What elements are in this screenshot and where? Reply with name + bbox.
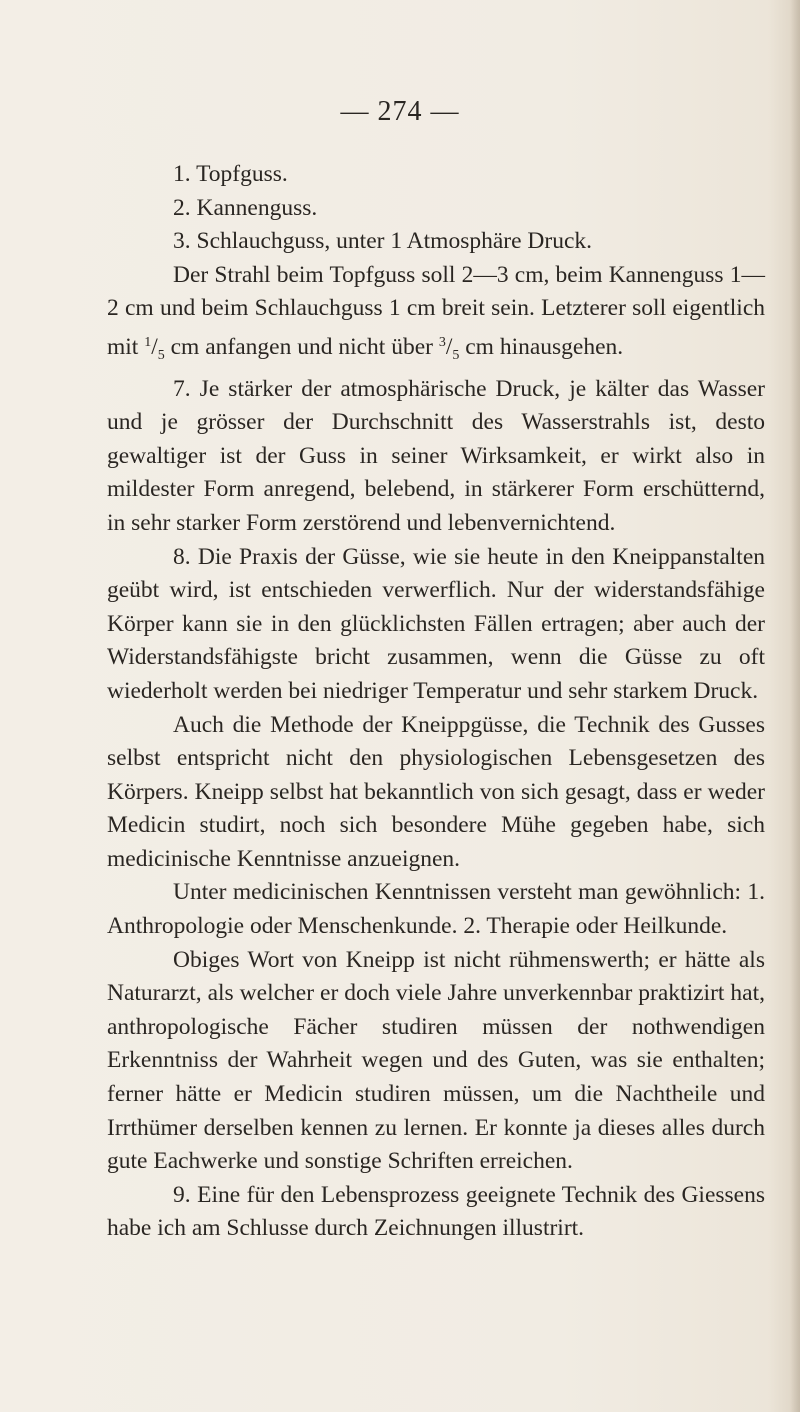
paragraph-obiges-wort: Obiges Wort von Kneipp ist nicht rühmenswerth; er hätte als Naturarzt, als welcher er doch viele Jahre unverkennbar praktizirt hat, anthropologische Fächer studiren müssen der nothwendigen Erkenntniss der Wahrheit wegen und des Guten, was sie enthalten; ferner hätte er Medicin studiren müssen, um die Nachtheile und Irrthümer derselben kennen zu lernen. Er konnte ja dieses alles durch gute Eachwerke und sonstige Schriften erreichen.: [107, 946, 765, 1175]
page-body: [107, 158, 765, 1246]
fraction-2-denominator: 5: [452, 347, 460, 363]
list-item-1: 1. Topfguss.: [173, 161, 288, 187]
fraction-1-numerator: 1: [144, 334, 152, 350]
paragraph-9: 9. Eine für den Lebensprozess geeignete Technik des Giessens habe ich am Schlusse durch Zeichnungen illustrirt.: [107, 1181, 765, 1242]
paragraph-7: 7. Je stärker der atmosphärische Druck, je kälter das Wasser und je grösser der Durchschnitt des Wasserstrahls ist, desto gewaltiger ist der Guss in seiner Wirksamkeit, er wirkt also in mildester Form anregend, belebend, in stärkerer Form erschütternd, in sehr starker Form zerstörend und lebenvernichtend.: [107, 375, 765, 536]
fraction-1-denominator: 5: [157, 347, 165, 363]
paragraph-strahl: [107, 259, 765, 373]
page-edge-shadow: [790, 0, 800, 1412]
strahl-text-c: cm hinausgehen.: [459, 333, 624, 360]
paragraph-kenntnisse: Unter medicinischen Kenntnissen versteht man gewöhnlich: 1. Anthropologie oder Menschenkunde. 2. Therapie oder Heilkunde.: [107, 879, 765, 940]
list-item-2: 2. Kannenguss.: [173, 194, 318, 221]
page-number: — 274 —: [340, 96, 460, 127]
fraction-2-slash: /: [445, 333, 453, 360]
paragraph-8: 8. Die Praxis der Güsse, wie sie heute in den Kneippanstalten geübt wird, ist entschieden verwerflich. Nur der widerstandsfähige Körper kann sie in den glücklichsten Fällen ertragen; aber auch der Widerstandsfähigste bricht zusammen, wenn die Güsse zu oft wiederholt werden bei niedriger Temperatur und sehr starkem Druck.: [107, 543, 765, 704]
strahl-text-b: cm anfangen und nicht über: [164, 333, 439, 360]
fraction-1-slash: /: [151, 333, 158, 360]
list-item-3: 3. Schlauchguss, unter 1 Atmosphäre Druck.: [173, 228, 593, 255]
strahl-text-a: Der Strahl beim Topfguss soll 2—3 cm, beim Kannenguss 1—2 cm und beim Schlauchguss 1 cm breit sein. Letzterer soll eigentlich mit: [107, 261, 765, 360]
paragraph-methode: Auch die Methode der Kneippgüsse, die Technik des Gusses selbst entspricht nicht den physiologischen Lebensgesetzen des Körpers. Kneipp selbst hat bekanntlich von sich gesagt, dass er weder Medicin studirt, noch sich besondere Mühe gegeben habe, sich medicinische Kenntnisse anzueignen.: [107, 711, 765, 872]
fraction-2-numerator: 3: [438, 334, 446, 350]
